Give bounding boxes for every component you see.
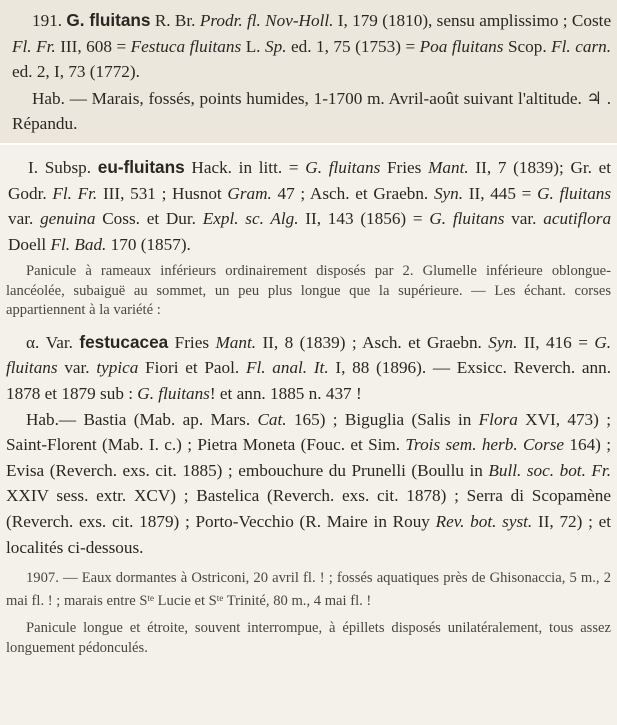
- variety-description: Panicule longue et étroite, souvent interrompue, à épillets disposés unilatéralement, tous assez longuement pédonculés.: [6, 620, 611, 656]
- species-name: G. fluitans: [66, 10, 151, 30]
- subspecies-name: eu-fluitans: [97, 157, 185, 177]
- species-header-block: [0, 0, 617, 145]
- species-number: 191.: [32, 11, 63, 30]
- species-entry: 191. G. fluitans R. Br. Prodr. fl. Nov-Holl. I, 179 (1810), sensu amplissimo ; Coste Fl. Fr. III, 608 = Festuca fluitans L. Sp. ed. 1, 75 (1753) = Poa fluitans Scop. Fl. carn. ed. 2, I, 73 (1772).: [12, 10, 612, 82]
- subspecies-entry: I. Subsp. eu-fluitans Hack. in litt. = G. fluitans Fries Mant. II, 7 (1839); Gr. et Godr. Fl. Fr. III, 531 ; Husnot Gram. 47 ; Asch. et Graebn. Syn. II, 445 = G. fluitans var. genuina Coss. et Dur. Expl. sc. Alg. II, 143 (1856) = G. fluitans var. acutiflora Doell Fl. Bad. 170 (1857).: [8, 157, 612, 254]
- collection-records: 1907. — Eaux dormantes à Ostriconi, 20 avril fl. ! ; fossés aquatiques près de Ghisonaccia, 5 m., 2 mai fl. ! ; marais entre $S^{te}$ Lucie et $S^{te}$ Trinité, 80 m., 4 mai fl. !: [6, 570, 611, 609]
- variety-habitat: Hab.— Bastia (Mab. ap. Mars. Cat. 165) ; Biguglia (Salis in Flora XVI, 473) ; Saint-Florent (Mab. I. c.) ; Pietra Moneta (Fouc. et Sim. Trois sem. herb. Corse 164) ; Evisa (Reverch. exs. cit. 1885) ; embouchure du Prunelli (Boullu in Bull. soc. bot. Fr. XXIV sess. extr. XCV) ; Bastelica (Reverch. exs. cit. 1878) ; Serra di Scopamène (Reverch. exs. cit. 1879) ; Porto-Vecchio (R. Maire in Rouy Rev. bot. syst. II, 72) ; et localités ci-dessous.: [6, 409, 612, 557]
- variety-name: festucacea: [79, 331, 169, 352]
- variety-entry: α. Var. festucacea Fries Mant. II, 8 (1839) ; Asch. et Graebn. Syn. II, 416 = G. fluitans var. typica Fiori et Paol. Fl. anal. It. I, 88 (1896). — Exsicc. Reverch. ann. 1878 et 1879 sub : G. fluitans! et ann. 1885 n. 437 !: [6, 331, 612, 404]
- subspecies-block: [0, 145, 617, 725]
- subspecies-description: Panicule à rameaux inférieurs ordinairement disposés par 2. Glumelle inférieure oblongue-lancéolée, subaiguë au sommet, un peu plus longue que la supérieure. — Les échant. corses appartiennent à la variété :: [6, 263, 611, 319]
- habitat-paragraph: Hab. — Marais, fossés, points humides, 1-1700 m. Avril-août suivant l'altitude. ♃ . Répandu.: [12, 88, 611, 134]
